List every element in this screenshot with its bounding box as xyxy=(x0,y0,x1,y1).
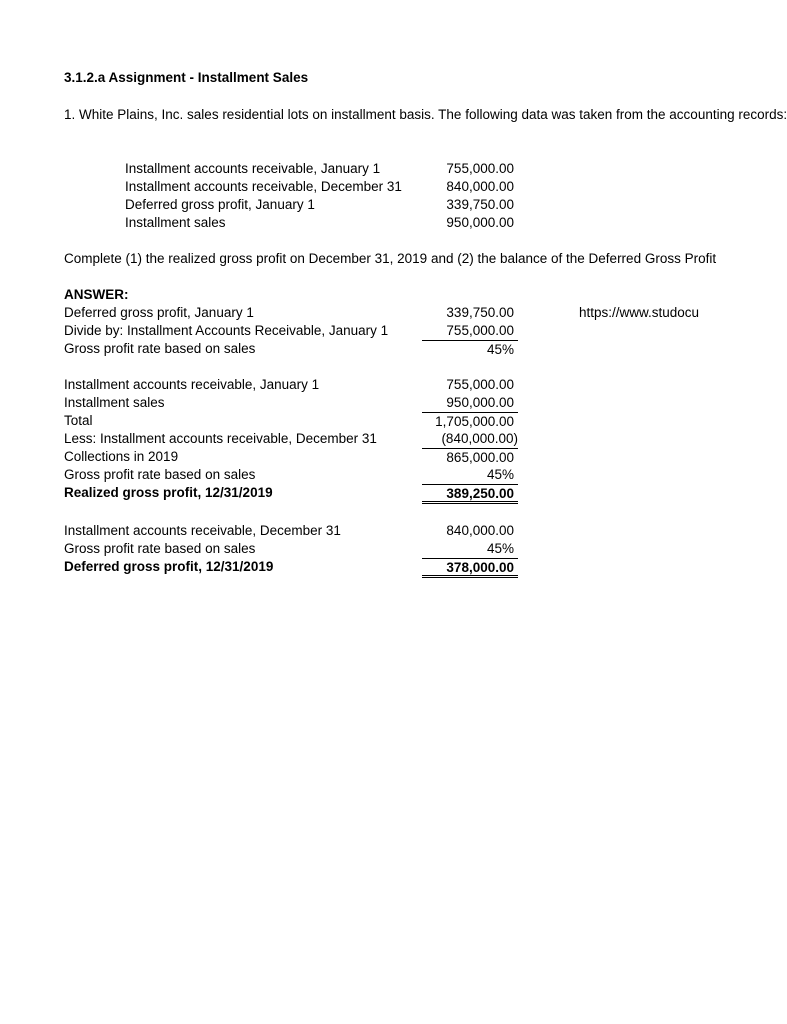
s2-label-4: Less: Installment accounts receivable, December 31 xyxy=(64,431,377,446)
s2-label-3: Total xyxy=(64,413,93,428)
s3-value-2: 45% xyxy=(486,541,514,556)
given-value-2: 840,000.00 xyxy=(446,179,514,194)
s3-label-3: Deferred gross profit, 12/31/2019 xyxy=(64,559,274,574)
given-label-1: Installment accounts receivable, January 1 xyxy=(125,161,381,176)
s1-label-2: Divide by: Installment Accounts Receivable, January 1 xyxy=(64,323,389,338)
s2-label-2: Installment sales xyxy=(64,395,165,410)
s2-value-4: (840,000.00) xyxy=(441,431,518,446)
s3-value-1: 840,000.00 xyxy=(446,523,514,538)
s2-value-1: 755,000.00 xyxy=(446,377,514,392)
given-label-2: Installment accounts receivable, December 31 xyxy=(125,179,402,194)
s1-value-1: 339,750.00 xyxy=(446,305,514,320)
given-value-3: 339,750.00 xyxy=(446,197,514,212)
s3-label-2: Gross profit rate based on sales xyxy=(64,541,256,556)
page-title: 3.1.2.a Assignment - Installment Sales xyxy=(64,70,309,85)
s3-value-3: 378,000.00 xyxy=(422,558,518,578)
s2-label-5: Collections in 2019 xyxy=(64,449,179,464)
s2-value-5: 865,000.00 xyxy=(422,448,518,466)
source-link[interactable]: https://www.studocu xyxy=(579,305,700,320)
problem-statement: 1. White Plains, Inc. sales residential lots on installment basis. The following data was taken from the accounting records: xyxy=(64,107,787,122)
s2-label-6: Gross profit rate based on sales xyxy=(64,467,256,482)
s2-label-7: Realized gross profit, 12/31/2019 xyxy=(64,485,273,500)
given-value-4: 950,000.00 xyxy=(446,215,514,230)
given-label-4: Installment sales xyxy=(125,215,226,230)
s2-value-6: 45% xyxy=(486,467,514,482)
s2-label-1: Installment accounts receivable, January 1 xyxy=(64,377,320,392)
s2-value-7: 389,250.00 xyxy=(422,484,518,504)
s3-label-1: Installment accounts receivable, December 31 xyxy=(64,523,341,538)
s1-value-3: 45% xyxy=(422,340,518,358)
instruction-text: Complete (1) the realized gross profit on December 31, 2019 and (2) the balance of the Deferred Gross Profit xyxy=(64,251,717,266)
s2-value-2: 950,000.00 xyxy=(446,395,514,410)
answer-heading: ANSWER: xyxy=(64,287,129,302)
s1-label-1: Deferred gross profit, January 1 xyxy=(64,305,254,320)
s1-label-3: Gross profit rate based on sales xyxy=(64,341,256,356)
s1-value-2: 755,000.00 xyxy=(446,323,514,338)
given-label-3: Deferred gross profit, January 1 xyxy=(125,197,315,212)
s2-value-3: 1,705,000.00 xyxy=(422,412,518,430)
given-value-1: 755,000.00 xyxy=(446,161,514,176)
